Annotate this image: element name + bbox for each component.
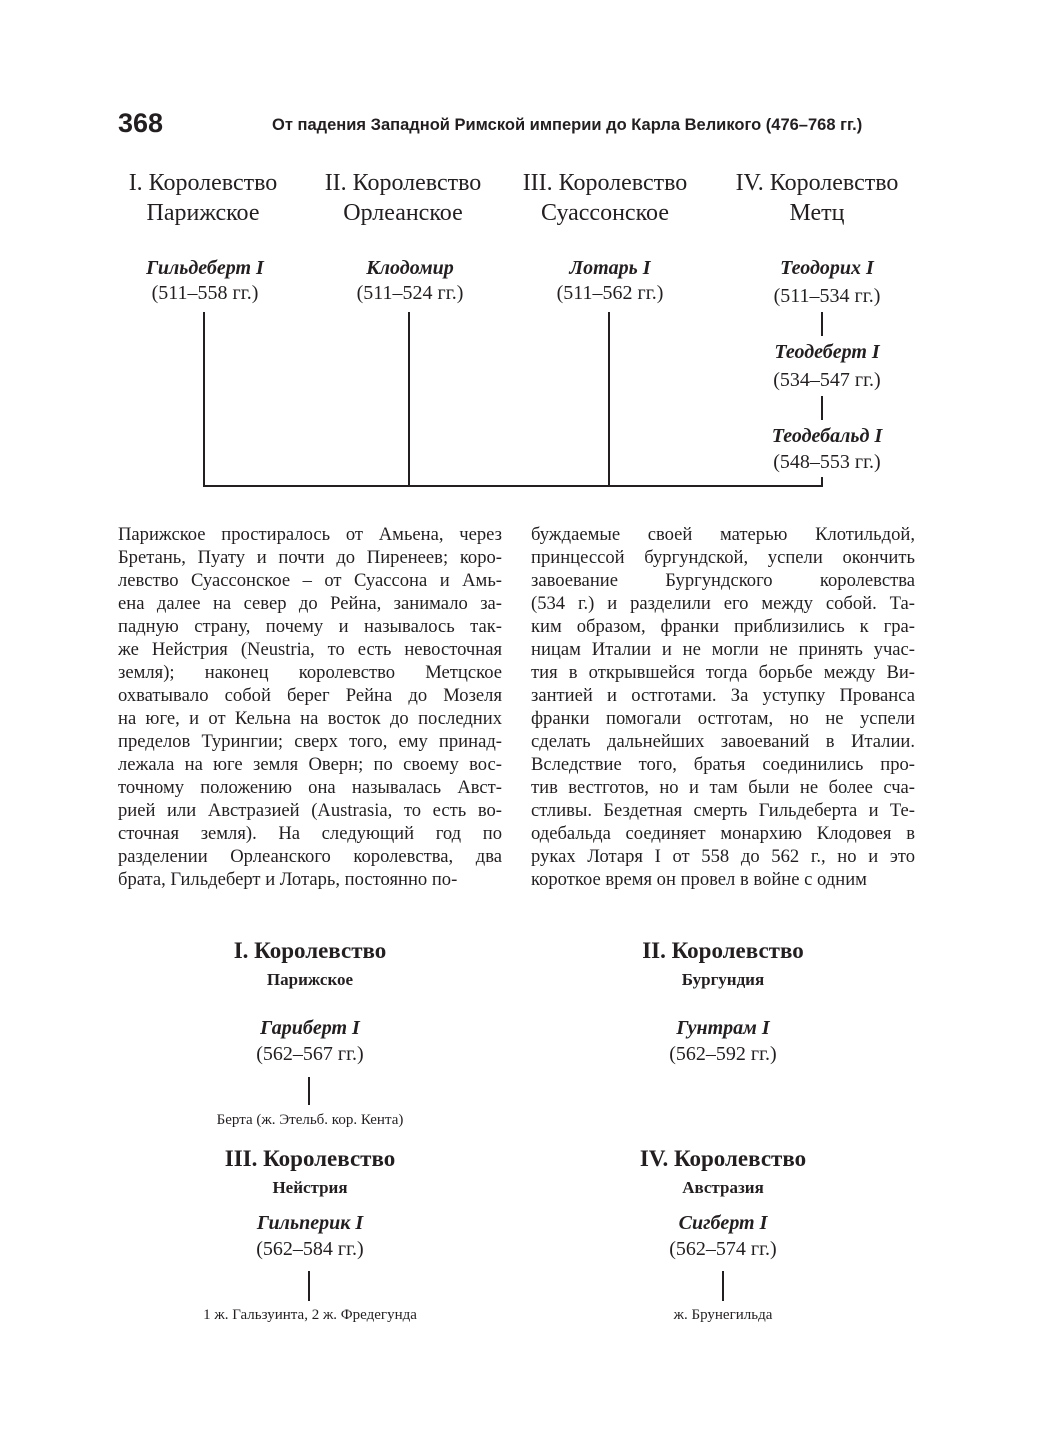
kingdom-name: Суассонское xyxy=(541,200,669,226)
text-line: короткое время он провел в войне с одним xyxy=(531,869,867,890)
ruler-years: (562–574 гг.) xyxy=(669,1238,777,1260)
text-line: лежала на юге земля Оверн; по своему вос- xyxy=(118,754,502,775)
spouse-note: 1 ж. Гальзуинта, 2 ж. Фредегунда xyxy=(203,1307,417,1323)
kingdom-number: I. Королевство xyxy=(128,170,278,196)
descent-line xyxy=(722,1271,724,1301)
kingdom-title: IV. Королевство xyxy=(639,1146,807,1171)
text-line: зантией и остготами. За уступку Прованса xyxy=(531,685,915,706)
ruler-years: (548–553 гг.) xyxy=(773,451,881,473)
spouse-note: Берта (ж. Этельб. кор. Кента) xyxy=(216,1112,404,1128)
ruler-years: (534–547 гг.) xyxy=(773,369,881,391)
kingdom-subtitle: Парижское xyxy=(266,970,354,989)
kingdom-number: III. Королевство xyxy=(522,170,688,196)
ruler-years: (511–558 гг.) xyxy=(151,282,259,304)
text-line: точному положению она называлась Авст- xyxy=(118,777,502,798)
text-line: пределов Турингии; сверх того, ему принад- xyxy=(118,731,502,752)
text-line: сточная земля). На следующий год по xyxy=(118,823,502,844)
kingdom-metz-heading xyxy=(707,168,927,228)
text-line: Парижское простиралось от Амьена, через xyxy=(118,524,502,545)
text-column-right xyxy=(531,523,915,891)
ruler-years: (562–592 гг.) xyxy=(669,1043,777,1065)
descent-line xyxy=(308,1077,310,1105)
ruler-name: Теодебальд I xyxy=(771,425,883,447)
text-line: рией или Австразией (Austrasia, то есть во- xyxy=(118,800,502,821)
text-line: сделать дальнейших завоеваний в Италии. xyxy=(531,731,915,752)
text-line: (534 г.) и разделили его между собой. Та- xyxy=(531,593,915,614)
text-line: франки помогали остготам, но не успели xyxy=(531,708,915,729)
text-line: стливы. Бездетная смерть Гильдеберта и Те- xyxy=(531,800,915,821)
ruler-years: (562–567 гг.) xyxy=(256,1043,364,1065)
text-line: ким образом, франки приблизились к гра- xyxy=(531,616,915,637)
text-column-left xyxy=(118,523,502,891)
descent-line xyxy=(308,1271,310,1301)
descent-line xyxy=(821,396,823,420)
kingdom-subtitle: Австразия xyxy=(682,1178,764,1197)
ruler-years: (511–534 гг.) xyxy=(773,285,881,307)
text-line: земля); наконец королевство Метцское xyxy=(118,662,502,683)
text-line: буждаемые своей матерью Клотильдой, xyxy=(531,524,915,545)
kingdom-number: IV. Королевство xyxy=(735,170,899,196)
ruler-years: (511–562 гг.) xyxy=(556,282,664,304)
spouse-note: ж. Брунегильда xyxy=(673,1307,773,1323)
descent-line xyxy=(821,312,823,336)
kingdom-number: II. Королевство xyxy=(324,170,482,196)
text-line: ницам Италии и не могли не принять учас- xyxy=(531,639,915,660)
merge-line xyxy=(203,485,823,487)
kingdom-soissons-heading xyxy=(495,168,715,228)
kingdom-name: Метц xyxy=(789,200,845,226)
text-line: завоевание Бургундского королевства xyxy=(531,570,915,591)
kingdom-subtitle: Бургундия xyxy=(681,970,765,989)
text-line: же Нейстрия (Neustria, то есть невосточная xyxy=(118,639,502,660)
kingdom-orleans-heading xyxy=(293,168,513,228)
kingdom-title: II. Королевство xyxy=(642,938,804,963)
ruler-name: Теодеберт I xyxy=(774,341,880,363)
ruler-name: Гильперик I xyxy=(256,1212,364,1234)
kingdom-title: I. Королевство xyxy=(233,938,387,963)
ruler-name: Теодорих I xyxy=(780,257,874,279)
text-line: брата, Гильдеберт и Лотарь, постоянно по- xyxy=(118,869,458,890)
text-line: тия в открывшейся тогда борьбе между Ви- xyxy=(531,662,915,683)
kingdom-name: Парижское xyxy=(146,200,260,226)
text-line: охватывало собой берег Рейна до Мозеля xyxy=(118,685,502,706)
kingdom-title: III. Королевство xyxy=(224,1146,396,1171)
connector-line xyxy=(203,312,205,487)
text-line: на юге, и от Кельна на восток до последних xyxy=(118,708,502,729)
text-line: левство Суассонское – от Суассона и Амь- xyxy=(118,570,502,591)
text-line: Бретань, Пуату и почти до Пиренеев; коро- xyxy=(118,547,502,568)
ruler-years: (562–584 гг.) xyxy=(256,1238,364,1260)
text-line: разделении Орлеанского королевства, два xyxy=(118,846,502,867)
ruler-years: (511–524 гг.) xyxy=(356,282,464,304)
text-line: ена далее на север до Рейна, занимало за- xyxy=(118,593,502,614)
text-line: тив вестготов, но и там были не более сча- xyxy=(531,777,915,798)
running-title: От падения Западной Римской империи до Карла Великого (476–768 гг.) xyxy=(272,116,863,134)
page-number: 368 xyxy=(118,108,164,138)
ruler-name: Лотарь I xyxy=(569,257,651,279)
connector-line xyxy=(408,312,410,487)
text-line: руках Лотаря I от 558 до 562 г., но и это xyxy=(531,846,915,867)
connector-line xyxy=(608,312,610,487)
text-line: падную страну, почему и называлось так- xyxy=(118,616,502,637)
ruler-name: Сигберт I xyxy=(678,1212,768,1234)
text-line: принцессой бургундской, успели окончить xyxy=(531,547,915,568)
kingdom-name: Орлеанское xyxy=(343,200,463,226)
text-line: одебальда соединяет монархию Клодовея в xyxy=(531,823,915,844)
text-line: Вследствие того, братья соединились про- xyxy=(531,754,915,775)
ruler-name: Клодомир xyxy=(366,257,454,279)
ruler-name: Гунтрам I xyxy=(676,1017,770,1039)
ruler-name: Гильдеберт I xyxy=(146,257,264,279)
kingdom-paris-heading xyxy=(93,168,313,228)
kingdom-subtitle: Нейстрия xyxy=(272,1178,348,1197)
ruler-name: Гариберт I xyxy=(260,1017,360,1039)
